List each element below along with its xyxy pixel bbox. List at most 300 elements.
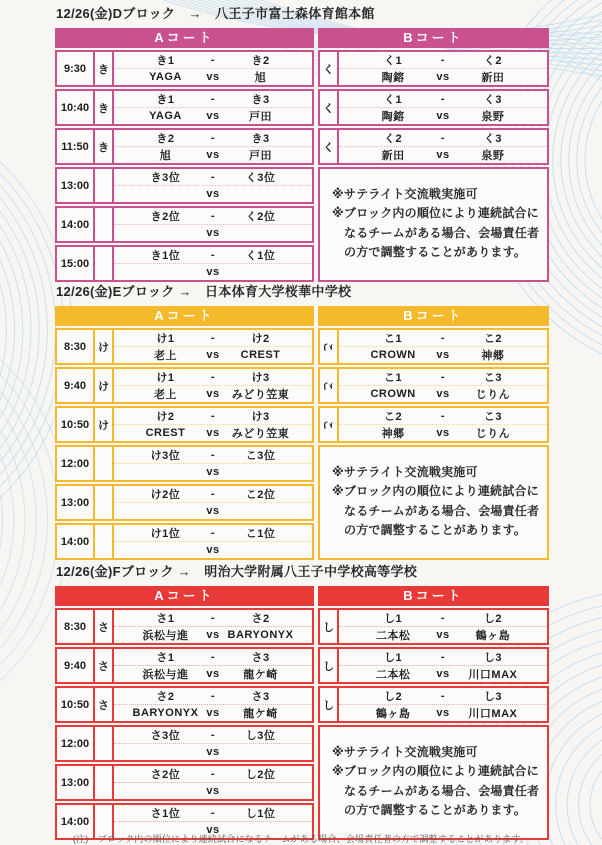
pairing-row (114, 247, 312, 264)
pair-dash: - (210, 332, 216, 344)
pair-left: け1位 (150, 528, 181, 540)
team-right: 新田 (481, 72, 505, 84)
pair-right: く2 (483, 55, 502, 67)
vs-label: vs (436, 149, 450, 161)
pair-right: け3 (251, 411, 270, 423)
team-left: 陶鎔 (381, 72, 405, 84)
pair-left: さ2位 (150, 769, 181, 781)
note-line: ※ブロック内の順位により連続試合になるチームがある場合、会場責任者の方で調整することがあります。 (332, 484, 540, 538)
note-box (318, 167, 549, 282)
pairing-row (114, 169, 312, 186)
pair-left: さ1 (156, 652, 175, 664)
vs-label: vs (206, 388, 220, 400)
match-cell (114, 208, 312, 241)
note-line: ※ブロック内の順位により連続試合になるチームがある場合、会場責任者の方で調整することがあります。 (332, 764, 540, 818)
pair-dash: - (210, 527, 216, 539)
pair-dash: - (440, 690, 446, 702)
pair-dash: - (440, 132, 446, 144)
time-cell: 8:30 (57, 330, 95, 363)
teams-row (114, 264, 312, 280)
group-letter: く (323, 63, 334, 76)
group-cell (95, 330, 114, 363)
match-row (318, 686, 549, 723)
pair-right: き2 (251, 55, 270, 67)
group-cell (95, 169, 114, 202)
team-left: CROWN (370, 388, 416, 400)
match-cell (114, 408, 312, 441)
match-row (55, 608, 314, 645)
vs-label: vs (436, 388, 450, 400)
pair-dash: - (210, 807, 216, 819)
pairing-row (114, 369, 312, 386)
teams-row (339, 666, 547, 682)
match-cell (114, 330, 312, 363)
note-box (318, 445, 549, 560)
pair-right: こ2位 (245, 489, 276, 501)
time-cell: 9:40 (57, 369, 95, 402)
team-right: じりん (475, 428, 511, 440)
pair-right: け3 (251, 372, 270, 384)
court-b-header: Bコート (318, 28, 549, 48)
match-cell (114, 649, 312, 682)
pair-left: し2 (384, 691, 403, 703)
group-cell (320, 369, 339, 402)
vs-label: vs (206, 188, 220, 200)
teams-row (114, 186, 312, 202)
group-letter: け (98, 419, 109, 432)
team-left: 鶴ヶ島 (375, 708, 411, 720)
vs-label: vs (206, 427, 220, 439)
court-b (318, 306, 549, 560)
team-left: 二本松 (375, 630, 411, 642)
vs-label: vs (206, 668, 220, 680)
group-letter: こ (321, 380, 334, 391)
pair-left: け3位 (150, 450, 181, 462)
match-row (318, 328, 549, 365)
court-b-header: Bコート (318, 306, 549, 326)
match-row (55, 445, 314, 482)
block-title: 12/26(金)Fブロック → 明治大学附属八王子中学校高等学校 (56, 564, 418, 579)
pairing-row (114, 688, 312, 705)
teams-row (339, 627, 547, 643)
pair-left: し1 (384, 613, 403, 625)
pair-dash: - (210, 54, 216, 66)
pairing-row (339, 52, 547, 69)
team-right: 戸田 (249, 150, 273, 162)
note-line: ※ブロック内の順位により連続試合になるチームがある場合、会場責任者の方で調整することがあります。 (332, 206, 540, 260)
match-row (55, 647, 314, 684)
pair-dash: - (210, 729, 216, 741)
pairing-row (114, 610, 312, 627)
match-cell (339, 610, 547, 643)
match-cell (339, 52, 547, 85)
pair-dash: - (210, 210, 216, 222)
group-cell (95, 486, 114, 519)
pair-right: く1位 (245, 250, 276, 262)
group-cell (320, 91, 339, 124)
group-cell (320, 649, 339, 682)
pair-right: こ3 (483, 411, 502, 423)
team-right: 旭 (254, 72, 267, 84)
group-cell (95, 208, 114, 241)
pair-dash: - (440, 54, 446, 66)
group-letter: さ (98, 660, 109, 673)
team-left: YAGA (149, 71, 182, 83)
team-right: 泉野 (481, 150, 505, 162)
match-row (318, 89, 549, 126)
pair-left: く2 (384, 133, 403, 145)
pair-left: さ3位 (150, 730, 181, 742)
group-letter: き (98, 141, 109, 154)
vs-label: vs (436, 629, 450, 641)
pair-dash: - (440, 93, 446, 105)
team-right: BARYONYX (227, 629, 294, 641)
match-cell (114, 130, 312, 163)
teams-row (114, 503, 312, 519)
group-letter: け (98, 380, 109, 393)
pairing-row (114, 766, 312, 783)
pairing-row (114, 727, 312, 744)
group-letter: し (323, 660, 334, 673)
group-letter: し (323, 699, 334, 712)
pair-left: こ1 (384, 372, 403, 384)
pair-left: け1 (156, 372, 175, 384)
teams-row (114, 744, 312, 760)
teams-row (114, 464, 312, 480)
match-cell (339, 130, 547, 163)
time-cell: 9:40 (57, 649, 95, 682)
teams-row (114, 425, 312, 441)
pair-dash: - (210, 93, 216, 105)
time-cell: 12:00 (57, 727, 95, 760)
pair-dash: - (210, 171, 216, 183)
teams-row (114, 69, 312, 85)
match-cell (114, 369, 312, 402)
team-left: CREST (145, 427, 186, 439)
pair-left: さ1 (156, 613, 175, 625)
pair-dash: - (440, 612, 446, 624)
teams-row (339, 425, 547, 441)
pair-left: さ1位 (150, 808, 181, 820)
match-cell (114, 727, 312, 760)
vs-label: vs (206, 466, 220, 478)
time-cell: 13:00 (57, 766, 95, 799)
group-cell (95, 610, 114, 643)
team-left: BARYONYX (132, 707, 199, 719)
team-right: みどり笠東 (231, 428, 290, 440)
group-letter: し (323, 621, 334, 634)
time-cell: 15:00 (57, 247, 95, 280)
block-title: 12/26(金)Eブロック → 日本体育大学桜華中学校 (56, 284, 352, 299)
group-cell (95, 369, 114, 402)
pair-right: こ3 (483, 372, 502, 384)
teams-row (339, 108, 547, 124)
group-cell (95, 649, 114, 682)
group-cell (95, 447, 114, 480)
match-row (55, 89, 314, 126)
time-cell: 14:00 (57, 208, 95, 241)
pair-dash: - (210, 488, 216, 500)
match-row (55, 406, 314, 443)
pairing-row (114, 52, 312, 69)
group-cell (320, 408, 339, 441)
pair-right: こ3位 (245, 450, 276, 462)
pair-dash: - (210, 768, 216, 780)
match-row (318, 406, 549, 443)
pair-right: し3 (483, 691, 502, 703)
pair-right: さ2 (251, 613, 270, 625)
team-right: 川口MAX (468, 708, 518, 720)
vs-label: vs (206, 824, 220, 836)
vs-label: vs (436, 707, 450, 719)
match-row (55, 686, 314, 723)
match-cell (339, 408, 547, 441)
pair-dash: - (210, 410, 216, 422)
group-cell (320, 130, 339, 163)
group-letter: く (323, 141, 334, 154)
group-cell (320, 610, 339, 643)
team-left: 老上 (153, 350, 177, 362)
vs-label: vs (206, 349, 220, 361)
team-right: 泉野 (481, 111, 505, 123)
group-cell (95, 727, 114, 760)
vs-label: vs (206, 544, 220, 556)
group-cell (95, 130, 114, 163)
pairing-row (114, 525, 312, 542)
court-a (55, 586, 314, 840)
schedule-block-f (55, 561, 549, 840)
pair-dash: - (210, 690, 216, 702)
court-a-header: Aコート (55, 306, 314, 326)
team-right: 戸田 (249, 111, 273, 123)
pairing-row (339, 330, 547, 347)
team-left: CROWN (370, 349, 416, 361)
pairing-row (339, 649, 547, 666)
time-cell: 10:40 (57, 91, 95, 124)
time-cell: 9:30 (57, 52, 95, 85)
group-cell (320, 52, 339, 85)
group-letter: さ (98, 699, 109, 712)
note-line: ※サテライト交流戦実施可 (332, 187, 478, 201)
vs-label: vs (436, 349, 450, 361)
match-row (55, 764, 314, 801)
pair-dash: - (440, 332, 446, 344)
teams-row (114, 386, 312, 402)
team-right: 鶴ヶ島 (475, 630, 511, 642)
pairing-row (114, 486, 312, 503)
pair-left: き2位 (150, 211, 181, 223)
pair-right: き3 (251, 94, 270, 106)
pairing-row (339, 369, 547, 386)
pair-right: し3位 (245, 730, 276, 742)
pair-dash: - (440, 410, 446, 422)
match-cell (114, 169, 312, 202)
group-letter: け (98, 341, 109, 354)
match-row (318, 128, 549, 165)
pair-left: け2位 (150, 489, 181, 501)
court-a-header: Aコート (55, 28, 314, 48)
time-cell: 10:50 (57, 408, 95, 441)
team-left: 老上 (153, 389, 177, 401)
team-right: 龍ケ崎 (243, 669, 278, 681)
teams-row (114, 783, 312, 799)
pair-dash: - (210, 371, 216, 383)
match-cell (114, 247, 312, 280)
match-cell (114, 52, 312, 85)
pairing-row (114, 649, 312, 666)
pair-dash: - (440, 651, 446, 663)
team-right: じりん (475, 389, 511, 401)
match-row (55, 50, 314, 87)
time-cell: 11:50 (57, 130, 95, 163)
teams-row (114, 705, 312, 721)
pair-right: き3 (251, 133, 270, 145)
note-box (318, 725, 549, 840)
team-left: 神郷 (381, 428, 405, 440)
vs-label: vs (206, 227, 220, 239)
match-row (318, 367, 549, 404)
pairing-row (114, 330, 312, 347)
pair-dash: - (210, 449, 216, 461)
match-row (55, 367, 314, 404)
group-cell (95, 408, 114, 441)
group-cell (320, 330, 339, 363)
pair-dash: - (210, 249, 216, 261)
match-row (318, 50, 549, 87)
pairing-row (114, 91, 312, 108)
pair-right: く3 (483, 133, 502, 145)
vs-label: vs (206, 71, 220, 83)
teams-row (339, 347, 547, 363)
group-cell (95, 52, 114, 85)
vs-label: vs (206, 707, 220, 719)
match-row (55, 245, 314, 282)
pair-left: き1 (156, 55, 175, 67)
pair-right: さ3 (251, 652, 270, 664)
pair-left: け1 (156, 333, 175, 345)
time-cell: 8:30 (57, 610, 95, 643)
match-row (55, 725, 314, 762)
teams-row (114, 627, 312, 643)
match-cell (114, 91, 312, 124)
match-cell (114, 447, 312, 480)
teams-row (114, 147, 312, 163)
group-cell (95, 247, 114, 280)
teams-row (339, 386, 547, 402)
pair-left: こ2 (384, 411, 403, 423)
pair-right: し1位 (245, 808, 276, 820)
pair-left: け2 (156, 411, 175, 423)
teams-row (114, 225, 312, 241)
pair-dash: - (210, 612, 216, 624)
vs-label: vs (206, 785, 220, 797)
team-left: YAGA (149, 110, 182, 122)
vs-label: vs (206, 149, 220, 161)
team-left: 二本松 (375, 669, 411, 681)
court-b (318, 28, 549, 282)
pair-left: さ2 (156, 691, 175, 703)
vs-label: vs (436, 668, 450, 680)
match-cell (339, 330, 547, 363)
group-cell (320, 688, 339, 721)
schedule-table (55, 306, 549, 560)
pair-left: く1 (384, 94, 403, 106)
pair-left: き1位 (150, 250, 181, 262)
match-cell (339, 649, 547, 682)
group-cell (95, 525, 114, 558)
pairing-row (114, 447, 312, 464)
pair-right: こ2 (483, 333, 502, 345)
pair-left: こ1 (384, 333, 403, 345)
team-right: 川口MAX (468, 669, 518, 681)
pairing-row (339, 688, 547, 705)
teams-row (114, 347, 312, 363)
team-left: 浜松与進 (142, 630, 189, 642)
schedule-block-d (55, 3, 549, 282)
pairing-row (114, 208, 312, 225)
match-cell (339, 91, 547, 124)
pair-dash: - (210, 132, 216, 144)
teams-row (339, 705, 547, 721)
pair-right: く2位 (245, 211, 276, 223)
match-row (55, 167, 314, 204)
group-cell (95, 688, 114, 721)
teams-row (114, 666, 312, 682)
pair-right: く3位 (245, 172, 276, 184)
pair-dash: - (210, 651, 216, 663)
court-a (55, 306, 314, 560)
court-b-header: Bコート (318, 586, 549, 606)
group-letter: く (323, 102, 334, 115)
match-row (55, 206, 314, 243)
match-row (55, 328, 314, 365)
group-cell (95, 766, 114, 799)
time-cell: 14:00 (57, 525, 95, 558)
court-b (318, 586, 549, 840)
schedule-table (55, 586, 549, 840)
match-row (55, 484, 314, 521)
match-cell (339, 688, 547, 721)
vs-label: vs (206, 629, 220, 641)
pairing-row (114, 805, 312, 822)
time-cell: 14:00 (57, 805, 95, 838)
team-left: 陶鎔 (381, 111, 405, 123)
court-a-header: Aコート (55, 586, 314, 606)
vs-label: vs (206, 505, 220, 517)
pair-left: き1 (156, 94, 175, 106)
pairing-row (339, 130, 547, 147)
teams-row (114, 542, 312, 558)
vs-label: vs (206, 266, 220, 278)
team-right: 龍ケ崎 (243, 708, 278, 720)
teams-row (339, 69, 547, 85)
note-line: ※サテライト交流戦実施可 (332, 745, 478, 759)
time-cell: 12:00 (57, 447, 95, 480)
vs-label: vs (206, 110, 220, 122)
teams-row (114, 108, 312, 124)
block-title: 12/26(金)Dブロック → 八王子市富士森体育館本館 (56, 6, 375, 21)
match-row (318, 647, 549, 684)
pair-right: し3 (483, 652, 502, 664)
pair-left: し1 (384, 652, 403, 664)
vs-label: vs (436, 110, 450, 122)
team-left: 旭 (159, 150, 172, 162)
time-cell: 10:50 (57, 688, 95, 721)
team-left: 新田 (381, 150, 405, 162)
team-right: CREST (240, 349, 281, 361)
match-cell (114, 766, 312, 799)
group-letter: き (98, 63, 109, 76)
